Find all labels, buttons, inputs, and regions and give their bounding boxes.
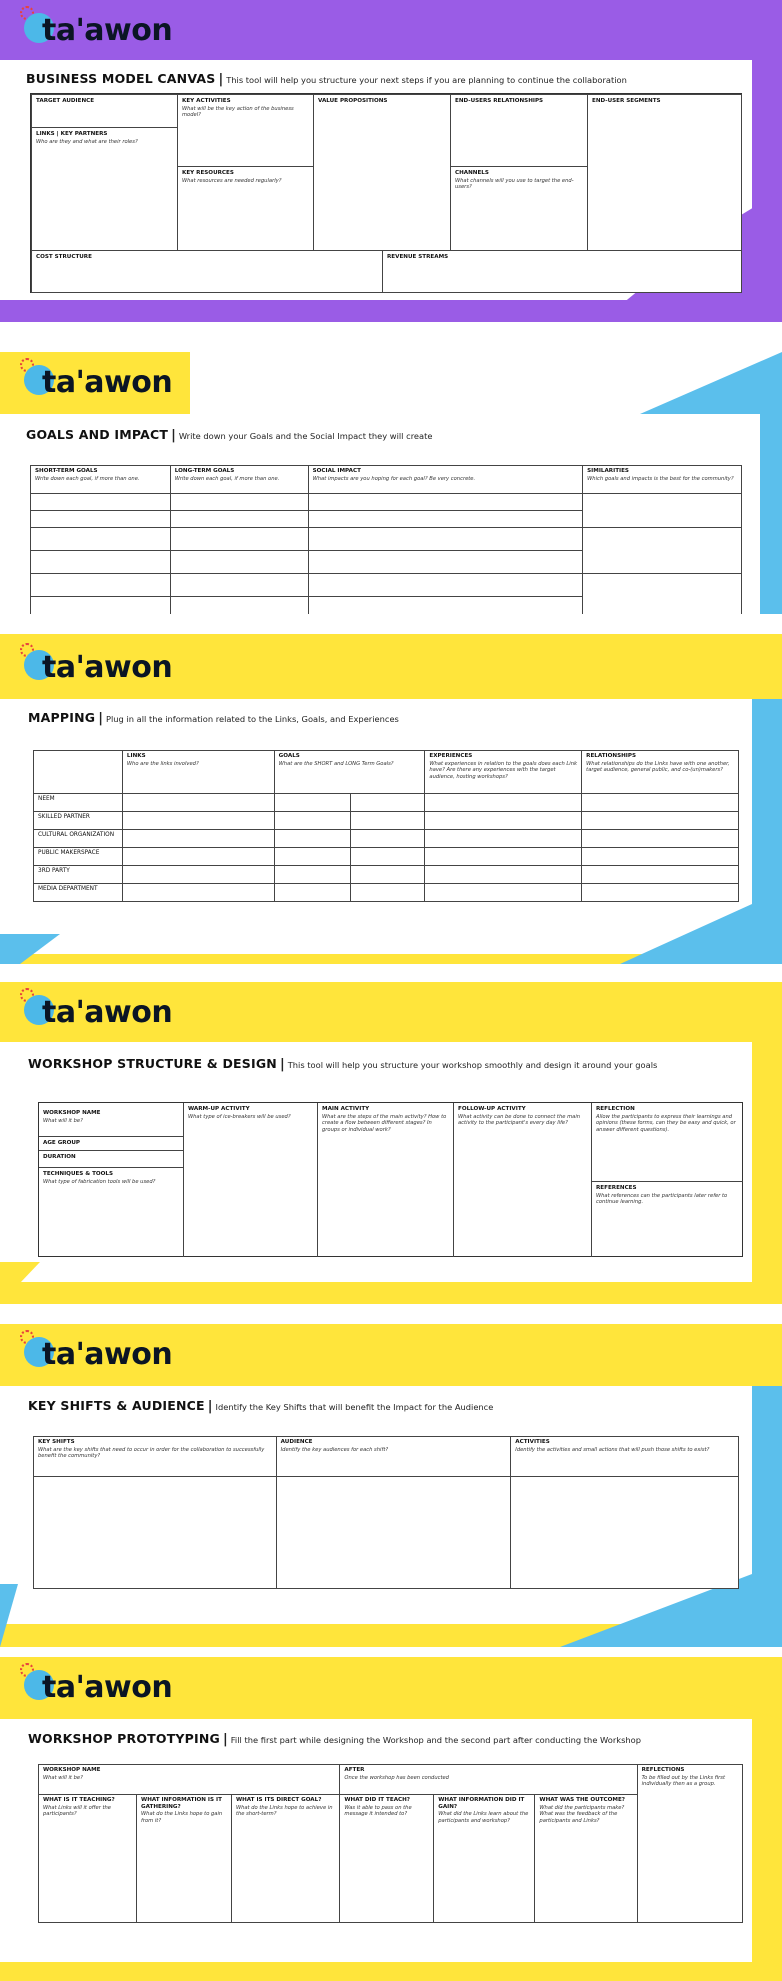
table-cell[interactable] <box>308 511 583 528</box>
bmc-title: BUSINESS MODEL CANVAS <box>26 71 216 86</box>
cell-end-user-segments[interactable]: END-USER SEGMENTS <box>587 94 742 251</box>
table-cell[interactable] <box>308 528 583 551</box>
table-cell[interactable] <box>350 866 425 884</box>
table-cell[interactable] <box>425 830 582 848</box>
col-short-term-goals: SHORT-TERM GOALS Write down each goal, if more than one. <box>31 466 171 494</box>
col-links: LINKS Who are the links involved? <box>122 751 274 794</box>
keyshifts-panel: ta'awon KEY SHIFTS & AUDIENCE | Identify the Key Shifts that will benefit the Impact for the Audience KEY SHIFTS What are the key shifts that need to occur in order for the collaboration to successfully benefit the community? AUDIENCE Identify the key audiences for each shift? ACTIVITIES Identify the activities and small actions that will push those shifts to exist? <box>0 1324 782 1647</box>
table-cell[interactable] <box>350 812 425 830</box>
table-cell[interactable] <box>122 884 274 902</box>
workshop-subtitle: This tool will help you structure your workshop smoothly and design it around your goals <box>287 1060 658 1070</box>
col-key-shifts: KEY SHIFTS What are the key shifts that need to occur in order for the collaboration to successfully benefit the community? <box>34 1437 277 1477</box>
cell-what-is-it-teaching[interactable]: WHAT IS IT TEACHING? What Links will it offer the participants? <box>39 1795 137 1923</box>
goals-panel: ta'awon GOALS AND IMPACT | Write down your Goals and the Social Impact they will create SHORT-TERM GOALS Write down each goal, if more than one. LONG-TERM GOALS Write down each goal, if more than one. SOCIAL IMPACT What impacts are you hoping for each goal? Be very concrete. SIMILARITIES Which goals and impacts is the best for the community? <box>0 352 782 614</box>
col-experiences: EXPERIENCES What experiences in relation to the goals does each Link have? Are there any experiences with the target audience, hosting workshops? <box>425 751 582 794</box>
row-label: SKILLED PARTNER <box>34 812 123 830</box>
workshop-panel: ta'awon WORKSHOP STRUCTURE & DESIGN | This tool will help you structure your workshop smoothly and design it around your goals WORKSHOP NAME What will it be? AGE GROUP DURATION TECHNIQUES & TOOLS What type of fabrication tools will be used? WARM-UP ACTIVITY What type of ice-breakers will be used? MAIN ACTIVITY What are the steps of the main activity? How to create a flow between different stages? In groups or individual work? FOLLOW-UP ACTIVITY What activity can be done to connect the main activity to the participant's every day life? REFLECTION Allow the participants to express their learnings and opinions (these forms, can they be easy and quick, or answer different questions). REFERENCES What references can the participants later refer to continue learning. <box>0 982 782 1304</box>
mapping-title: MAPPING <box>28 710 96 725</box>
col-workshop-name: WORKSHOP NAME What will it be? <box>39 1765 340 1795</box>
prototyping-heading: WORKSHOP PROTOTYPING | Fill the first part while designing the Workshop and the second part after conducting the Workshop <box>28 1731 641 1747</box>
col-long-term-goals: LONG-TERM GOALS Write down each goal, if more than one. <box>170 466 308 494</box>
table-cell[interactable] <box>122 812 274 830</box>
cell-warm-up-activity[interactable]: WARM-UP ACTIVITY What type of ice-breakers will be used? <box>183 1103 318 1257</box>
prototyping-table <box>38 1764 743 1923</box>
mapping-heading: MAPPING | Plug in all the information related to the Links, Goals, and Experiences <box>28 710 399 726</box>
bmc-heading: BUSINESS MODEL CANVAS | This tool will help you structure your next steps if you are planning to continue the collaboration <box>26 71 627 87</box>
cell-what-information-gathering[interactable]: WHAT INFORMATION IS IT GATHERING? What do the Links hope to gain from it? <box>137 1795 232 1923</box>
goals-title: GOALS AND IMPACT <box>26 427 169 442</box>
table-cell[interactable] <box>308 494 583 511</box>
table-cell[interactable] <box>350 794 425 812</box>
workshop-grid <box>38 1102 743 1257</box>
cell-workshop-name[interactable]: WORKSHOP NAME What will it be? <box>39 1103 184 1137</box>
col-goals: GOALS What are the SHORT and LONG Term Goals? <box>274 751 425 794</box>
table-cell[interactable] <box>425 884 582 902</box>
row-label: 3RD PARTY <box>34 866 123 884</box>
table-cell[interactable] <box>31 597 171 615</box>
cell-what-did-it-teach[interactable]: WHAT DID IT TEACH? Was it able to pass on the message it intended to? <box>340 1795 434 1923</box>
table-cell[interactable] <box>350 884 425 902</box>
table-cell[interactable] <box>276 1477 511 1589</box>
table-cell[interactable] <box>170 528 308 551</box>
table-cell[interactable] <box>34 1477 277 1589</box>
table-cell[interactable] <box>582 866 739 884</box>
table-cell <box>34 751 123 794</box>
table-cell[interactable] <box>274 794 350 812</box>
table-cell[interactable] <box>31 551 171 574</box>
bmc-grid <box>30 93 742 293</box>
table-cell[interactable] <box>170 551 308 574</box>
table-cell[interactable] <box>274 866 350 884</box>
table-cell[interactable] <box>274 848 350 866</box>
table-cell[interactable] <box>425 848 582 866</box>
keyshifts-heading: KEY SHIFTS & AUDIENCE | Identify the Key Shifts that will benefit the Impact for the Audience <box>28 1398 494 1414</box>
table-cell[interactable] <box>308 597 583 615</box>
table-cell[interactable] <box>511 1477 739 1589</box>
table-cell[interactable] <box>170 511 308 528</box>
keyshifts-title: KEY SHIFTS & AUDIENCE <box>28 1398 205 1413</box>
table-cell[interactable] <box>274 884 350 902</box>
table-cell[interactable] <box>122 848 274 866</box>
row-label: MEDIA DEPARTMENT <box>34 884 123 902</box>
table-cell[interactable] <box>425 794 582 812</box>
table-cell[interactable] <box>308 574 583 597</box>
table-cell[interactable] <box>583 574 742 615</box>
cell-follow-up-activity[interactable]: FOLLOW-UP ACTIVITY What activity can be done to connect the main activity to the participant's every day life? <box>453 1103 592 1257</box>
table-cell[interactable] <box>170 494 308 511</box>
row-label: PUBLIC MAKERSPACE <box>34 848 123 866</box>
keyshifts-table <box>33 1436 739 1589</box>
cell-target-audience[interactable]: TARGET AUDIENCE <box>31 94 178 128</box>
cell-cost-structure[interactable]: COST STRUCTURE <box>31 250 383 293</box>
table-cell[interactable] <box>274 812 350 830</box>
mapping-table <box>33 750 739 902</box>
table-cell[interactable] <box>170 574 308 597</box>
keyshifts-subtitle: Identify the Key Shifts that will benefit the Impact for the Audience <box>215 1402 494 1412</box>
workshop-title: WORKSHOP STRUCTURE & DESIGN <box>28 1056 277 1071</box>
prototyping-subtitle: Fill the first part while designing the Workshop and the second part after conducting the Workshop <box>230 1735 641 1745</box>
cell-channels[interactable]: CHANNELS What channels will you use to target the end-users? <box>450 166 588 251</box>
table-cell[interactable] <box>170 597 308 615</box>
table-cell[interactable] <box>583 528 742 574</box>
table-cell[interactable] <box>31 494 171 511</box>
prototyping-title: WORKSHOP PROTOTYPING <box>28 1731 221 1746</box>
col-after: AFTER Once the workshop has been conducted <box>340 1765 637 1795</box>
cell-reflection[interactable]: REFLECTION Allow the participants to express their learnings and opinions (these forms, can they be easy and quick, or answer different questions). <box>591 1103 743 1182</box>
cell-main-activity[interactable]: MAIN ACTIVITY What are the steps of the main activity? How to create a flow between different stages? In groups or individual work? <box>317 1103 454 1257</box>
table-cell[interactable] <box>350 830 425 848</box>
cell-references[interactable]: REFERENCES What references can the participants later refer to continue learning. <box>591 1181 743 1257</box>
table-cell[interactable] <box>122 866 274 884</box>
table-cell[interactable] <box>350 848 425 866</box>
row-label: CULTURAL ORGANIZATION <box>34 830 123 848</box>
cell-techniques-tools[interactable]: TECHNIQUES & TOOLS What type of fabrication tools will be used? <box>39 1167 184 1257</box>
table-cell[interactable] <box>308 551 583 574</box>
bmc-subtitle: This tool will help you structure your next steps if you are planning to continue the collaboration <box>226 75 627 85</box>
table-cell[interactable] <box>122 794 274 812</box>
col-relationships: RELATIONSHIPS What relationships do the Links have with one another, target audience, general public, and co-(un)makers? <box>582 751 739 794</box>
cell-duration[interactable]: DURATION <box>39 1150 184 1168</box>
mapping-subtitle: Plug in all the information related to the Links, Goals, and Experiences <box>105 714 399 724</box>
row-label: NEEM <box>34 794 123 812</box>
cell-age-group[interactable]: AGE GROUP <box>39 1136 184 1151</box>
goals-heading: GOALS AND IMPACT | Write down your Goals and the Social Impact they will create <box>26 427 433 443</box>
col-activities: ACTIVITIES Identify the activities and small actions that will push those shifts to exist? <box>511 1437 739 1477</box>
table-cell[interactable] <box>583 494 742 528</box>
cell-what-was-the-outcome[interactable]: WHAT WAS THE OUTCOME? What did the participants make? What was the feedback of the participants and Links? <box>535 1795 637 1923</box>
workshop-heading: WORKSHOP STRUCTURE & DESIGN | This tool will help you structure your workshop smoothly and design it around your goals <box>28 1056 658 1072</box>
table-cell[interactable] <box>425 866 582 884</box>
table-cell[interactable] <box>31 511 171 528</box>
prototyping-panel: ta'awon WORKSHOP PROTOTYPING | Fill the first part while designing the Workshop and the second part after conducting the Workshop WORKSHOP NAME What will it be? AFTER Once the workshop has been conducted REFLECTIONS To be filled out by the Links first individually then as a group. WHAT IS IT TEACHING? What Links will it offer the participants? WHAT INFORMATION IS IT GATHERING? What do the Links hope to gain from it? WHAT IS ITS DIRECT GOAL? What do the Links hope to achieve in the short-term? WHAT DID IT TEACH? Was it able to pass on the message it intended to? WHAT INFORMATION DID IT GAIN? What did the Links learn about the participants and workshop? WHAT WAS THE OUTCOME? What did the participants make? What was the feedback of the participants and Links? <box>0 1657 782 1981</box>
col-reflections[interactable]: REFLECTIONS To be filled out by the Links first individually then as a group. <box>637 1765 742 1923</box>
table-cell[interactable] <box>582 884 739 902</box>
cell-revenue-streams[interactable]: REVENUE STREAMS <box>382 250 742 293</box>
table-cell[interactable] <box>31 528 171 551</box>
cell-key-activities[interactable]: KEY ACTIVITIES What will be the key action of the business model? <box>177 94 314 167</box>
table-cell[interactable] <box>274 830 350 848</box>
goals-table <box>30 465 742 614</box>
cell-what-is-its-direct-goal[interactable]: WHAT IS ITS DIRECT GOAL? What do the Links hope to achieve in the short-term? <box>231 1795 339 1923</box>
table-cell[interactable] <box>582 794 739 812</box>
cell-what-information-did-it-gain[interactable]: WHAT INFORMATION DID IT GAIN? What did the Links learn about the participants and workshop? <box>434 1795 535 1923</box>
table-cell[interactable] <box>31 574 171 597</box>
col-social-impact: SOCIAL IMPACT What impacts are you hoping for each goal? Be very concrete. <box>308 466 583 494</box>
mapping-panel: ta'awon MAPPING | Plug in all the information related to the Links, Goals, and Experiences LINKS Who are the links involved? GOALS What are the SHORT and LONG Term Goals? EXPERIENCES What experiences in relation to the goals does each Link have? Are there any experiences with the target audience, hosting workshops? RELATIONSHIPS What relationships do the Links have with one another, target audience, general public, and co-(un)makers? NEEM SKILLED PARTNER CULTURAL ORGANIZATION PUBLIC MAKERSPACE 3RD PARTY MEDIA DEPARTMENT <box>0 634 782 964</box>
table-cell[interactable] <box>582 830 739 848</box>
cell-key-resources[interactable]: KEY RESOURCES What resources are needed regularly? <box>177 166 314 251</box>
goals-subtitle: Write down your Goals and the Social Impact they will create <box>178 431 433 441</box>
table-cell[interactable] <box>582 812 739 830</box>
cell-links-key-partners[interactable]: LINKS | KEY PARTNERS Who are they and what are their roles? <box>31 127 178 251</box>
col-audience: AUDIENCE Identify the key audiences for each shift? <box>276 1437 511 1477</box>
bmc-panel: ta'awon BUSINESS MODEL CANVAS | This tool will help you structure your next steps if you are planning to continue the collaboration TARGET AUDIENCE LINKS | KEY PARTNERS Who are they and what are their roles? KEY ACTIVITIES What will be the key action of the business model? KEY RESOURCES What resources are needed regularly? VALUE PROPOSITIONS END-USERS RELATIONSHIPS CHANNELS What channels will you use to target the end-users? END-USER SEGMENTS COST STRUCTURE REVENUE STREAMS <box>0 0 782 325</box>
table-cell[interactable] <box>425 812 582 830</box>
cell-value-propositions[interactable]: VALUE PROPOSITIONS <box>313 94 451 251</box>
table-cell[interactable] <box>582 848 739 866</box>
cell-end-users-relationships[interactable]: END-USERS RELATIONSHIPS <box>450 94 588 167</box>
table-cell[interactable] <box>122 830 274 848</box>
col-similarities: SIMILARITIES Which goals and impacts is the best for the community? <box>583 466 742 494</box>
